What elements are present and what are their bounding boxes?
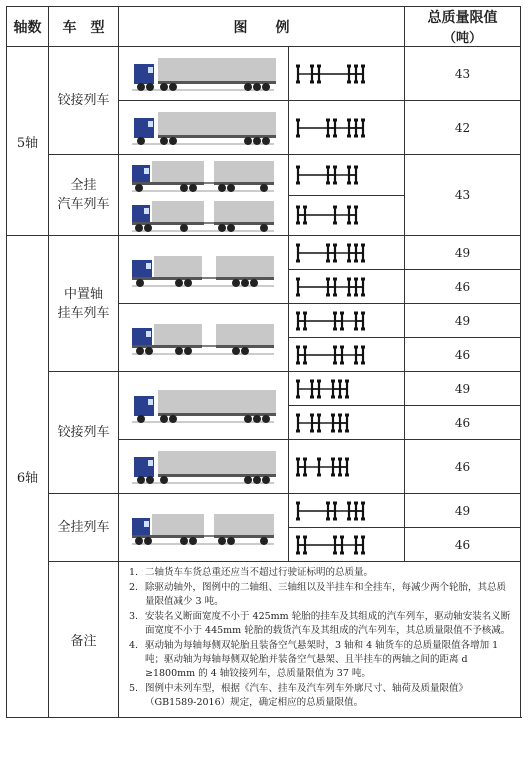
truck-full-trailer-icon <box>124 195 284 235</box>
type-label: 全挂 <box>70 178 97 193</box>
axle-diagram <box>289 47 405 101</box>
vehicle-illustration <box>119 155 289 236</box>
group-six-axle: 6轴 <box>7 236 49 718</box>
axle-diagram <box>289 155 405 196</box>
note-number: 3. <box>129 611 139 622</box>
group-five-axle: 5轴 <box>7 47 49 236</box>
mass-limit: 46 <box>405 270 521 304</box>
truck-semitrailer-icon <box>124 54 284 94</box>
axle-load-table <box>6 6 521 718</box>
mass-limit: 43 <box>405 47 521 101</box>
note-text: 安装名义断面宽度不小于 425mm 轮胎的挂车及其组成的汽车列车，驱动轴安装名义断面宽度不小于 445mm 轮胎的载货汽车及其组成的汽车列车，其总质量限值不予核减。 <box>145 611 511 636</box>
mass-limit: 42 <box>405 101 521 155</box>
type-label: 铰接列车 <box>57 93 110 108</box>
vehicle-illustration <box>119 372 289 440</box>
vehicle-illustration <box>119 47 289 101</box>
axle-diagram-icon <box>292 274 402 300</box>
axle-diagram <box>289 372 405 406</box>
note-number: 2. <box>129 582 139 593</box>
axle-diagram-icon <box>292 532 402 558</box>
axle-diagram-icon <box>292 498 402 524</box>
axle-diagram <box>289 101 405 155</box>
truck-semitrailer-icon <box>124 447 284 487</box>
axle-diagram <box>289 494 405 528</box>
axle-diagram-icon <box>292 410 402 436</box>
vehicle-illustration <box>119 440 289 494</box>
mass-limit: 49 <box>405 304 521 338</box>
mass-limit: 43 <box>405 155 521 236</box>
mass-limit: 46 <box>405 406 521 440</box>
axle-diagram-icon <box>292 59 402 89</box>
mass-limit: 49 <box>405 236 521 270</box>
type-label: 铰接列车 <box>57 425 110 440</box>
header-axles: 轴数 <box>7 7 49 47</box>
axle-diagram <box>289 304 405 338</box>
note-item <box>129 581 514 609</box>
axle-diagram-icon <box>292 452 402 482</box>
mass-limit: 46 <box>405 338 521 372</box>
remarks-list <box>119 562 521 718</box>
mass-limit: 46 <box>405 440 521 494</box>
type-articulated-6 <box>49 372 119 494</box>
axle-diagram <box>289 440 405 494</box>
type-articulated-5 <box>49 47 119 155</box>
type-center-axle-6 <box>49 236 119 372</box>
axle-diagram-icon <box>292 113 402 143</box>
vehicle-illustration <box>119 236 289 304</box>
type-label: 全挂列车 <box>57 520 110 535</box>
type-label: 汽车列车 <box>57 197 110 212</box>
note-item <box>129 610 514 638</box>
header-type: 车 型 <box>49 7 119 47</box>
note-number: 1. <box>129 567 139 578</box>
type-full-trailer-6 <box>49 494 119 562</box>
header-limit <box>405 7 521 47</box>
note-item <box>129 639 514 681</box>
axle-diagram <box>289 195 405 236</box>
truck-full-trailer-icon <box>124 508 284 548</box>
axle-diagram <box>289 338 405 372</box>
note-item <box>129 566 514 580</box>
vehicle-illustration <box>119 494 289 562</box>
header-illustration: 图 例 <box>119 7 405 47</box>
type-full-trailer-5 <box>49 155 119 236</box>
header-limit-line2: （吨） <box>442 31 482 46</box>
axle-diagram <box>289 528 405 562</box>
axle-diagram <box>289 406 405 440</box>
vehicle-illustration <box>119 304 289 372</box>
truck-full-trailer-icon <box>124 155 284 195</box>
note-text: 驱动轴为每轴每侧双轮胎且装备空气悬架时，3 轴和 4 轴货车的总质量限值各增加 1 吨；驱动轴为每轴每侧双轮胎并装备空气悬架、且半挂车的两轴之间的距离 d ≥1800mm 的 4 轴铰接列车，总质量限值为 37 吨。 <box>145 640 499 679</box>
note-number: 5. <box>129 683 139 694</box>
note-text: 除驱动轴外，图例中的二轴组、三轴组以及半挂车和全挂车，每减少两个轮胎，其总质量限值减少 3 吨。 <box>145 582 507 607</box>
axle-diagram-icon <box>292 240 402 266</box>
mass-limit: 49 <box>405 372 521 406</box>
note-item <box>129 682 514 710</box>
remarks-label: 备注 <box>49 562 119 718</box>
header-limit-line1: 总质量限值 <box>427 10 498 26</box>
axle-diagram <box>289 270 405 304</box>
vehicle-illustration <box>119 101 289 155</box>
mass-limit: 49 <box>405 494 521 528</box>
truck-semitrailer-icon <box>124 108 284 148</box>
truck-semitrailer-icon <box>124 386 284 426</box>
type-label: 中置轴 <box>63 286 103 302</box>
axle-diagram-icon <box>292 376 402 402</box>
axle-diagram <box>289 236 405 270</box>
axle-diagram-icon <box>292 308 402 334</box>
note-number: 4. <box>129 640 139 651</box>
axle-diagram-icon <box>292 342 402 368</box>
axle-diagram-icon <box>292 162 402 188</box>
mass-limit: 46 <box>405 528 521 562</box>
note-text: 图例中未列车型，根据《汽车、挂车及汽车列车外廓尺寸、轴荷及质量限值》（GB1589-2016）规定，确定相应的总质量限值。 <box>145 683 469 708</box>
note-text: 二轴货车车货总重还应当不超过行驶证标明的总质量。 <box>145 567 374 578</box>
truck-center-axle-trailer-icon <box>124 318 284 358</box>
type-label: 挂车列车 <box>57 305 110 321</box>
axle-diagram-icon <box>292 202 402 228</box>
truck-center-axle-trailer-icon <box>124 250 284 290</box>
